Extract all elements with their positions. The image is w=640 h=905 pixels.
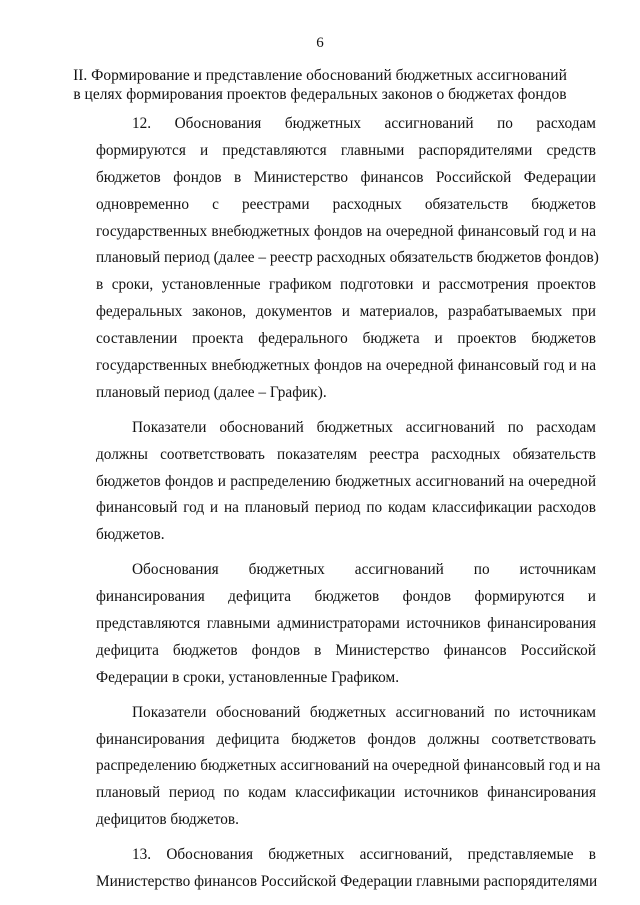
text-line: плановый период по кодам классификации источников финансирования	[96, 784, 596, 802]
text-line: бюджетов.	[96, 526, 165, 544]
text-line: представляются главными администраторами источников финансирования	[96, 615, 596, 633]
text-line: государственных внебюджетных фондов на очередной финансовый год и на	[96, 357, 596, 375]
text-line: Показатели обоснований бюджетных ассигнований по источникам	[132, 703, 596, 721]
text-line: распределению бюджетных ассигнований на очередной финансовый год и на	[96, 757, 601, 775]
paragraph-indicators-expenses	[96, 415, 596, 549]
text-line: бюджетов фондов и распределению бюджетных ассигнований на очередной	[96, 472, 596, 490]
text-line: Обоснования бюджетных ассигнований по источникам	[132, 561, 596, 579]
paragraph-12	[96, 111, 599, 407]
text-line: финансовый год и на плановый период по кодам классификации расходов	[96, 499, 596, 517]
text-line: финансирования дефицита бюджетов фондов формируются и	[96, 588, 596, 606]
section-heading-line: в целях формирования проектов федеральных законов о бюджетах фондов	[73, 86, 567, 103]
paragraph-gap	[96, 549, 596, 557]
paragraph-sources-financing	[96, 557, 596, 691]
body-text	[96, 111, 601, 896]
paragraph-indicators-sources	[96, 700, 601, 834]
text-line: федеральных законов, документов и материалов, разрабатываемых при	[96, 303, 596, 321]
text-line: государственных внебюджетных фондов на очередной финансовый год и на	[96, 222, 596, 240]
text-line: дефицита бюджетов фондов в Министерство финансов Российской	[96, 641, 596, 659]
section-heading	[60, 66, 580, 104]
text-line: плановый период (далее – реестр расходных обязательств бюджетов фондов)	[96, 249, 599, 267]
text-line: в сроки, установленные графиком подготовки и рассмотрения проектов	[96, 276, 596, 294]
text-line: бюджетов фондов в Министерство финансов Российской Федерации	[96, 168, 596, 186]
paragraph-gap	[96, 834, 596, 842]
page-number: 6	[316, 35, 324, 51]
text-line: Федерации в сроки, установленные Графиком.	[96, 668, 400, 686]
text-line: должны соответствовать показателям реестра расходных обязательств	[96, 445, 596, 463]
text-line: 13. Обоснования бюджетных ассигнований, представляемые в	[132, 846, 596, 864]
paragraph-13	[96, 842, 596, 896]
text-line: 12. Обоснования бюджетных ассигнований по расходам	[132, 115, 596, 132]
text-line: дефицитов бюджетов.	[96, 811, 239, 829]
paragraph-gap	[96, 692, 596, 700]
text-line: формируются и представляются главными распорядителями средств	[96, 141, 596, 159]
text-line: составлении проекта федерального бюджета и проектов бюджетов	[96, 330, 596, 348]
text-line: Министерство финансов Российской Федерации главными распорядителями	[96, 873, 598, 891]
text-line: Показатели обоснований бюджетных ассигнований по расходам	[132, 418, 596, 436]
paragraph-gap	[96, 407, 596, 415]
text-line: плановый период (далее – График).	[96, 383, 327, 401]
text-line: финансирования дефицита бюджетов фондов должны соответствовать	[96, 730, 596, 748]
text-line: одновременно с реестрами расходных обязательств бюджетов	[96, 195, 596, 213]
section-heading-line: II. Формирование и представление обоснований бюджетных ассигнований	[73, 67, 567, 84]
